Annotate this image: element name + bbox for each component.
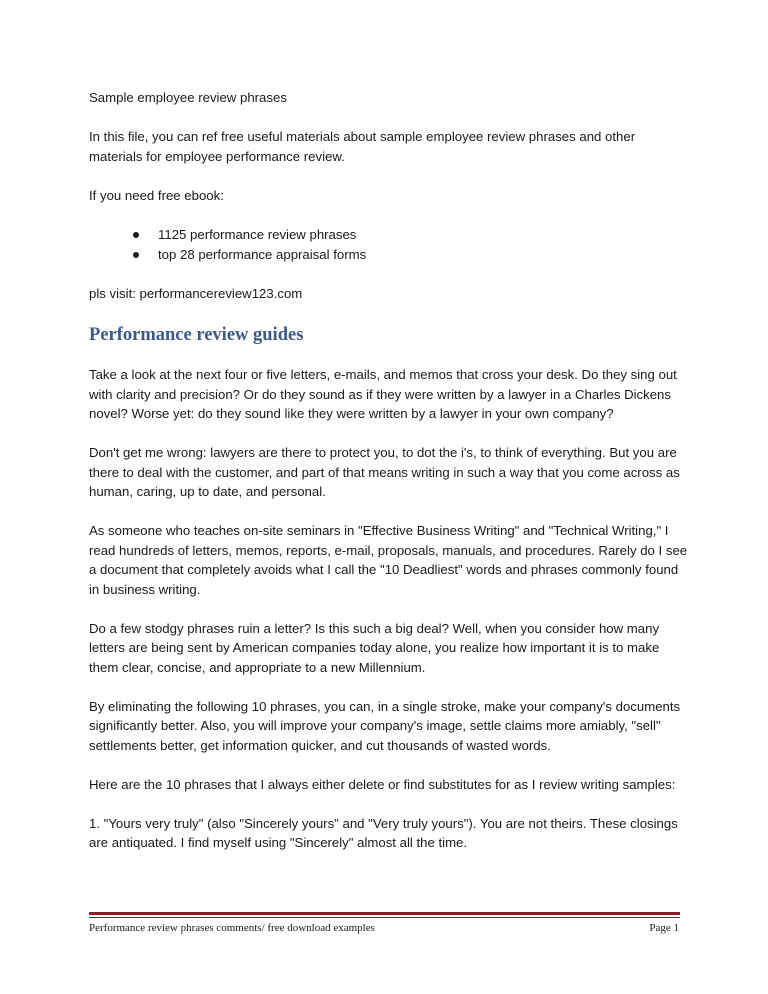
page-number: Page 1 bbox=[649, 922, 679, 934]
bullet-icon bbox=[133, 232, 139, 238]
bullet-icon bbox=[133, 252, 139, 258]
body-paragraph-2: Don't get me wrong: lawyers are there to protect you, to dot the i's, to think of everything. But you are there to deal with the customer, and part of that means writing in such a way that you come across as human, caring, up to date, and personal. bbox=[89, 445, 680, 499]
document-title-line: Sample employee review phrases bbox=[89, 90, 287, 105]
footer-divider-thin bbox=[89, 917, 680, 918]
section-heading: Performance review guides bbox=[89, 325, 304, 345]
body-paragraph-6: Here are the 10 phrases that I always either delete or find substitutes for as I review writing samples: bbox=[89, 776, 676, 792]
body-paragraph-7: 1. "Yours very truly" (also "Sincerely yours" and "Very truly yours"). You are not theirs. These closings are antiquated. I find myself using "Sincerely" almost all the time. bbox=[89, 815, 678, 850]
body-paragraph-3: As someone who teaches on-site seminars in "Effective Business Writing" and "Technical Writing," I read hundreds of letters, memos, reports, e-mail, proposals, manuals, and procedures. Rarely do I see a document that completely avoids what I call the "10 Deadliest" words and phrases commonly found in business writing. bbox=[89, 523, 688, 597]
list-item bbox=[89, 245, 689, 265]
ebook-prompt: If you need free ebook: bbox=[89, 187, 224, 203]
intro-paragraph: In this file, you can ref free useful materials about sample employee review phrases and other materials for employee performance review. bbox=[89, 129, 636, 164]
visit-line: pls visit: performancereview123.com bbox=[89, 286, 303, 301]
list-item bbox=[89, 225, 689, 245]
list-item-text: top 28 performance appraisal forms bbox=[158, 246, 367, 262]
body-paragraph-4: Do a few stodgy phrases ruin a letter? Is this such a big deal? Well, when you consider how many letters are being sent by American companies today alone, you realize how important it is to make them clear, concise, and appropriate to a new Millennium. bbox=[89, 620, 660, 675]
footer-text: Performance review phrases comments/ free download examples bbox=[89, 922, 375, 934]
list-item-text: 1125 performance review phrases bbox=[158, 226, 357, 242]
body-paragraph-1: Take a look at the next four or five letters, e-mails, and memos that cross your desk. Do they sing out with clarity and precision? Or do they sound as if they were written by a lawyer in a Charles Dickens novel? Worse yet: do they sound like they were written by a lawyer in your own company? bbox=[89, 367, 677, 421]
body-paragraph-5: By eliminating the following 10 phrases, you can, in a single stroke, make your company's documents significantly better. Also, you will improve your company's image, settle claims more amiably, "sell" settlements better, get information quicker, and cut thousands of wasted words. bbox=[89, 698, 681, 753]
footer-divider bbox=[89, 912, 680, 915]
ebook-list bbox=[89, 225, 689, 265]
document-body bbox=[89, 88, 689, 872]
